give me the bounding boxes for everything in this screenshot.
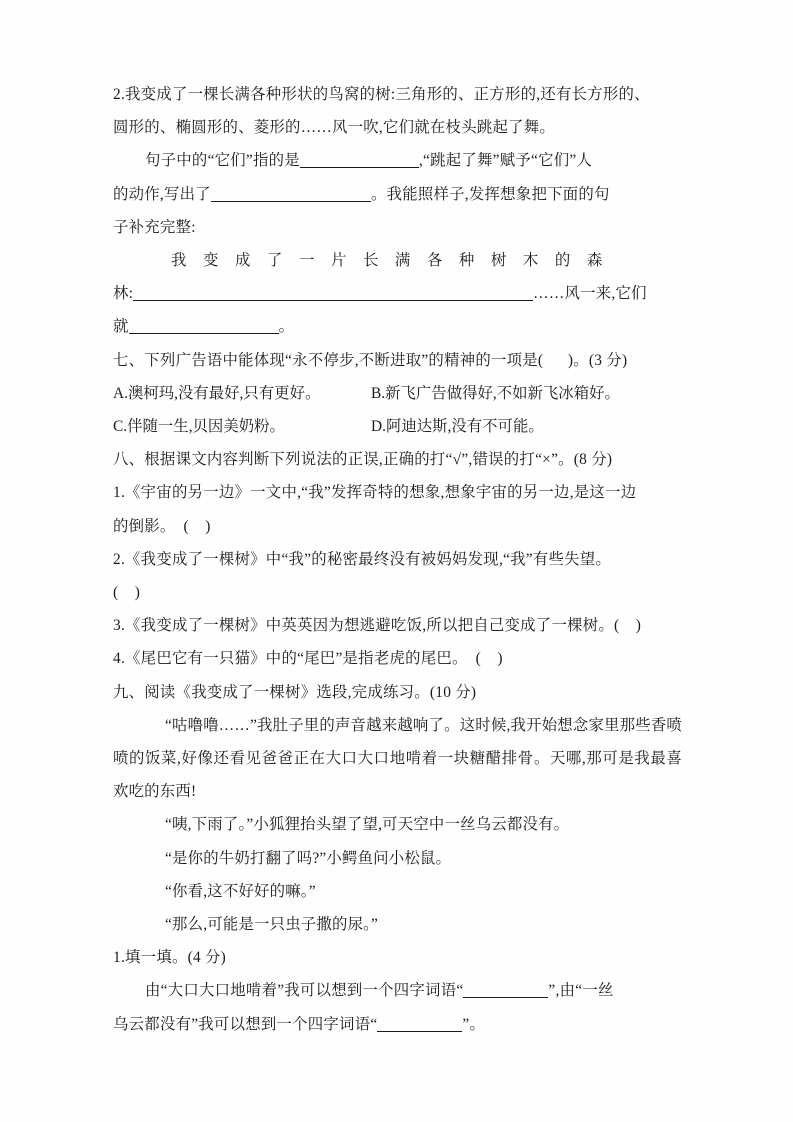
q9-sub1-line-2 (113, 1008, 682, 1041)
q9-passage-paragraph-3: “是你的牛奶打翻了吗?”小鳄鱼问小松鼠。 (165, 849, 452, 867)
q7-option-c[interactable] (113, 410, 371, 443)
q8-item-1-line-1: 1.《宇宙的另一边》一文中,“我”发挥奇特的想象,想象宇宙的另一边,是这一边 (113, 484, 637, 502)
q2-fill-period: 。 (278, 318, 295, 336)
q2-blank-1[interactable] (300, 152, 419, 168)
q9-blank-2[interactable] (377, 1016, 462, 1032)
question-9-block (113, 676, 682, 1041)
q7-option-b[interactable] (371, 385, 620, 402)
q9-stem: 九、阅读《我变成了一棵树》选段,完成练习。(10 分) (113, 683, 477, 701)
q2-prompt-line-2 (113, 178, 682, 211)
q9-blank-1[interactable] (463, 982, 548, 998)
q2-prompt-line-1 (113, 144, 682, 177)
q2-fill-line-2 (113, 310, 682, 343)
q2-prompt-text-b: ,“跳起了舞”赋予“它们”人 (418, 152, 593, 170)
q9-passage-paragraph-2: “咦,下雨了。”小狐狸抬头望了望,可天空中一丝乌云都没有。 (165, 816, 570, 834)
question-2-block (113, 78, 682, 344)
q2-fill-prefix: 林: (113, 285, 134, 303)
q9-sub1-text-b: ”,由“一丝 (548, 982, 614, 1000)
q2-blank-4[interactable] (129, 318, 279, 334)
q2-blank-3[interactable] (133, 285, 533, 301)
q9-passage-paragraph-4: “你看,这不好好的嘛。” (165, 882, 316, 900)
q2-blank-2[interactable] (211, 186, 371, 202)
q8-item-1-line-2[interactable]: 的倒影。 ( ) (113, 517, 211, 535)
q2-fill-line-1 (113, 277, 682, 310)
q9-passage-paragraph-5: “那么,可能是一只虫子撒的尿。” (165, 916, 379, 934)
q9-sub1-text-d: ”。 (462, 1015, 486, 1033)
q7-option-d-text: 阿迪达斯,没有不可能。 (385, 418, 544, 436)
question-7-block (113, 344, 682, 444)
q8-item-3-line-1[interactable]: 3.《我变成了一棵树》中英英因为想逃避吃饭,所以把自己变成了一棵树。( ) (113, 617, 642, 635)
q7-option-a-text: 澳柯玛,没有最好,只有更好。 (127, 384, 321, 402)
q7-option-b-text: 新飞广告做得好,不如新飞冰箱好。 (385, 384, 620, 402)
q8-item-2-line-1: 2.《我变成了一棵树》中“我”的秘密最终没有被妈妈发现,“我”有些失望。 (113, 550, 612, 568)
q7-option-a-label: A. (113, 384, 128, 402)
q7-option-c-text: 伴随一生,贝因美奶粉。 (127, 418, 285, 436)
q9-sub1-label: 1.填一填。(4 分) (113, 949, 227, 967)
q7-stem: 七、下列广告语中能体现“永不停步,不断进取”的精神的一项是( )。(3 分) (113, 351, 628, 369)
q2-prompt-text-a: 句子中的“它们”指的是 (145, 152, 300, 170)
q7-option-c-label: C. (113, 418, 128, 436)
q9-passage-paragraph-1: “咕噜噜……”我肚子里的声音越来越响了。这时候,我开始想念家里那些香喷喷的饭菜,好像还看见爸爸正在大口大口地啃着一块糖醋排骨。天哪,那可是我最喜欢吃的东西! (113, 716, 683, 801)
q7-option-b-label: B. (371, 384, 386, 402)
q2-prompt-line-3: 子补充完整: (113, 218, 196, 236)
q8-stem: 八、根据课文内容判断下列说法的正误,正确的打“√”,错误的打“×”。(8 分) (113, 451, 613, 469)
q2-prompt-text-d: 。我能照样子,发挥想象把下面的句 (370, 185, 610, 203)
q8-item-2-line-2[interactable]: ( ) (113, 584, 141, 602)
q9-sub1-text-a: 由“大口大口地啃着”我可以想到一个四字词语“ (145, 982, 464, 1000)
q2-prompt-text-c: 的动作,写出了 (113, 185, 211, 203)
q7-option-d[interactable] (371, 418, 544, 435)
q7-options-row-1 (113, 377, 682, 410)
q7-options-row-2 (113, 410, 682, 443)
q7-option-a[interactable] (113, 377, 371, 410)
question-8-block (113, 443, 682, 675)
q2-sample-sentence: 我变成了一片长满各种树木的森 (171, 252, 619, 270)
q2-statement-line-1: 2.我变成了一棵长满各种形状的鸟窝的树:三角形的、正方形的,还有长方形的、 (113, 86, 650, 103)
q7-option-d-label: D. (371, 418, 386, 436)
q2-fill-suffix: ……风一来,它们 (533, 285, 647, 303)
q9-sub1-text-c: 乌云都没有”我可以想到一个四字词语“ (113, 1015, 378, 1033)
q2-statement-line-2: 圆形的、椭圆形的、菱形的……风一吹,它们就在枝头跳起了舞。 (113, 119, 556, 137)
q2-fill-prefix-2: 就 (113, 318, 129, 336)
q9-sub1-line-1 (113, 974, 682, 1007)
q8-item-4-line-1[interactable]: 4.《尾巴它有一只猫》中的“尾巴”是指老虎的尾巴。 ( ) (113, 650, 503, 668)
